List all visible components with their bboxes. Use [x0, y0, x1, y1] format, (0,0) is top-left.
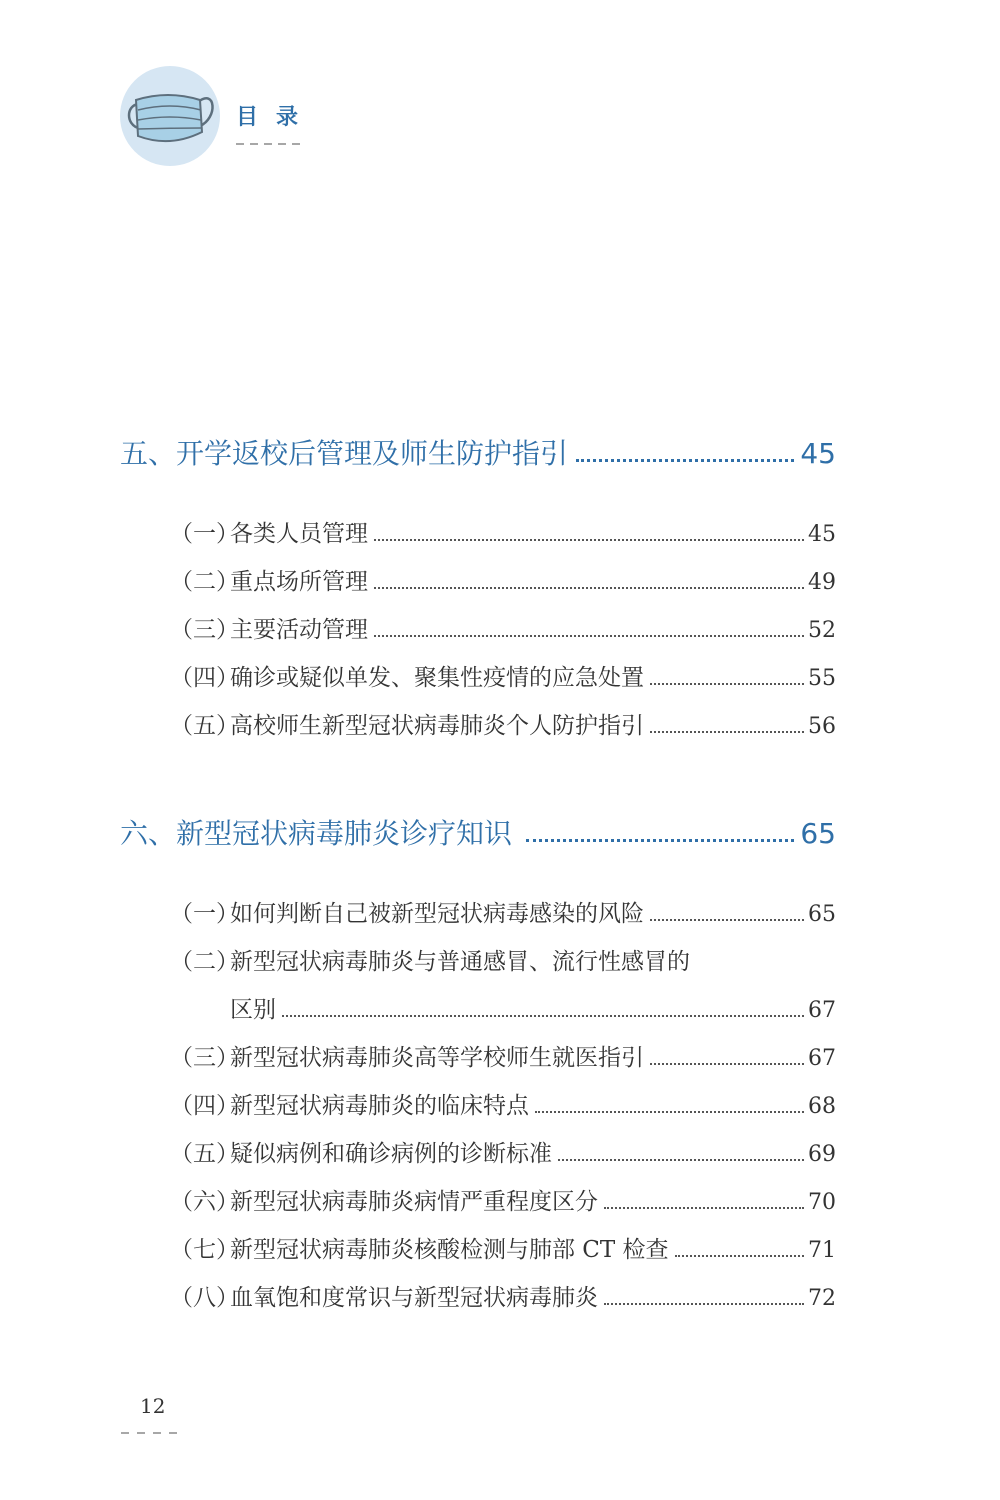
toc-section-5	[120, 434, 836, 750]
leader-dots	[650, 1063, 804, 1065]
leader-dots	[535, 1111, 804, 1113]
item-title: 各类人员管理	[230, 521, 368, 547]
heading-title: 六、新型冠状病毒肺炎诊疗知识	[120, 817, 513, 850]
leader-dots	[675, 1255, 804, 1257]
item-title: 如何判断自己被新型冠状病毒感染的风险	[230, 901, 644, 927]
item-page-number: 67	[808, 1046, 836, 1071]
item-title: 区别	[230, 997, 276, 1023]
item-page-number: 67	[808, 998, 836, 1023]
item-title: 主要活动管理	[230, 617, 368, 643]
leader-dots	[650, 731, 804, 733]
item-title: 确诊或疑似单发、聚集性疫情的应急处置	[230, 665, 644, 691]
toc-item[interactable]	[120, 1130, 836, 1178]
item-title: 新型冠状病毒肺炎的临床特点	[230, 1093, 529, 1119]
toc-item[interactable]	[120, 606, 836, 654]
leader-dots	[604, 1207, 804, 1209]
page-number: 12	[140, 1394, 166, 1418]
item-number: （五）	[170, 1141, 239, 1167]
toc-item[interactable]	[120, 938, 836, 986]
toc-item-continuation[interactable]	[120, 986, 836, 1034]
item-number: （四）	[170, 665, 239, 691]
toc-title: 目录	[236, 105, 317, 130]
toc-item[interactable]	[120, 510, 836, 558]
leader-dots	[526, 839, 794, 842]
item-title: 新型冠状病毒肺炎病情严重程度区分	[230, 1189, 598, 1215]
toc-item[interactable]	[120, 890, 836, 938]
item-title: 新型冠状病毒肺炎核酸检测与肺部 CT 检查	[230, 1237, 669, 1263]
item-page-number: 55	[808, 666, 836, 691]
item-title: 新型冠状病毒肺炎高等学校师生就医指引	[230, 1045, 644, 1071]
item-number: （二）	[170, 949, 239, 975]
heading-page-number: 45	[800, 437, 836, 470]
item-title: 新型冠状病毒肺炎与普通感冒、流行性感冒的	[230, 949, 690, 975]
leader-dots	[558, 1159, 804, 1161]
item-page-number: 68	[808, 1094, 836, 1119]
item-number: （二）	[170, 569, 239, 595]
leader-dots	[650, 683, 804, 685]
leader-dots	[650, 919, 804, 921]
item-page-number: 52	[808, 618, 836, 643]
toc-item[interactable]	[120, 1034, 836, 1082]
toc-item[interactable]	[120, 558, 836, 606]
toc-item-list	[120, 510, 836, 750]
face-mask-icon	[120, 66, 220, 166]
heading-page-number: 65	[800, 817, 836, 850]
toc-item[interactable]	[120, 1082, 836, 1130]
leader-dots	[374, 635, 804, 637]
leader-dots	[576, 459, 794, 462]
item-page-number: 72	[808, 1286, 836, 1311]
toc-item[interactable]	[120, 1274, 836, 1322]
item-page-number: 45	[808, 522, 836, 547]
item-number: （三）	[170, 617, 239, 643]
page-number-dashes	[121, 1432, 181, 1434]
item-number: （一）	[170, 521, 239, 547]
toc-item[interactable]	[120, 1226, 836, 1274]
item-title: 高校师生新型冠状病毒肺炎个人防护指引	[230, 713, 644, 739]
item-page-number: 49	[808, 570, 836, 595]
leader-dots	[374, 587, 804, 589]
item-page-number: 70	[808, 1190, 836, 1215]
leader-dots	[282, 1015, 804, 1017]
item-page-number: 65	[808, 902, 836, 927]
item-number: （七）	[170, 1237, 239, 1263]
item-number: （三）	[170, 1045, 239, 1071]
item-page-number: 69	[808, 1142, 836, 1167]
toc-item-list	[120, 890, 836, 1322]
item-number: （四）	[170, 1093, 239, 1119]
item-title: 血氧饱和度常识与新型冠状病毒肺炎	[230, 1285, 598, 1311]
toc-item[interactable]	[120, 654, 836, 702]
toc-section-6	[120, 814, 836, 1322]
item-title: 疑似病例和确诊病例的诊断标准	[230, 1141, 552, 1167]
title-underline-dashes	[236, 143, 304, 145]
item-number: （五）	[170, 713, 239, 739]
toc-item[interactable]	[120, 1178, 836, 1226]
item-number: （六）	[170, 1189, 239, 1215]
leader-dots	[604, 1303, 804, 1305]
toc-heading[interactable]	[120, 434, 836, 474]
leader-dots	[374, 539, 804, 541]
toc-item[interactable]	[120, 702, 836, 750]
toc-heading[interactable]	[120, 814, 836, 854]
item-number: （八）	[170, 1285, 239, 1311]
heading-title: 五、开学返校后管理及师生防护指引	[120, 437, 569, 470]
item-page-number: 56	[808, 714, 836, 739]
item-page-number: 71	[808, 1238, 836, 1263]
item-number: （一）	[170, 901, 239, 927]
item-title: 重点场所管理	[230, 569, 368, 595]
